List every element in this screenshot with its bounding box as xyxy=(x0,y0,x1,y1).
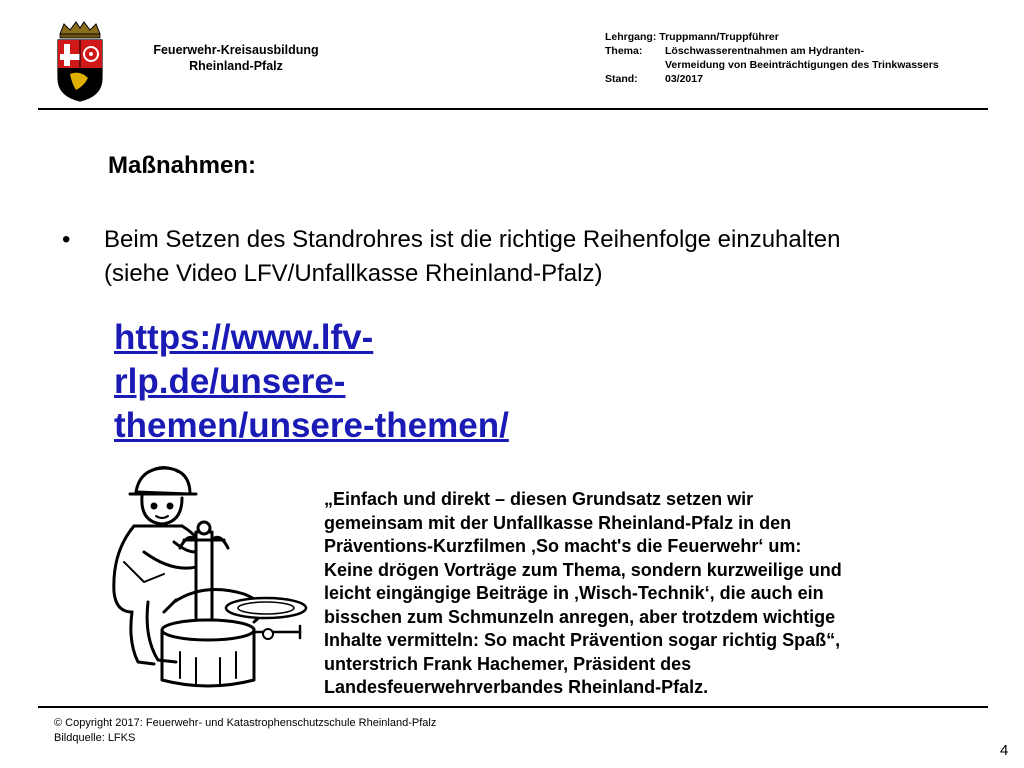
quote-line: Präventions-Kurzfilmen ‚So macht's die Feuerwehr‘ um: xyxy=(324,536,802,556)
quote-line: Keine drögen Vorträge zum Thema, sondern kurzweilige und xyxy=(324,559,842,580)
quote-line: gemeinsam mit der Unfallkasse Rheinland-Pfalz in den xyxy=(324,512,792,533)
course-info xyxy=(605,30,939,86)
firefighter-hydrant-illustration xyxy=(104,462,324,694)
video-link[interactable] xyxy=(114,316,614,448)
organization-name xyxy=(136,42,336,74)
quote-line: unterstrich Frank Hachemer, Präsident des xyxy=(324,653,692,674)
page-number: 4 xyxy=(1000,742,1009,759)
organization-name-line2: Rheinland-Pfalz xyxy=(189,59,283,73)
status-value: 03/2017 xyxy=(665,73,703,85)
section-heading: Maßnahmen: xyxy=(108,152,257,179)
image-source-text: Bildquelle: LFKS xyxy=(54,732,136,744)
quote-line: bisschen zum Schmunzeln anregen, aber trotzdem wichtige xyxy=(324,606,836,627)
footer xyxy=(54,716,436,746)
video-link-line2[interactable]: rlp.de/unsere- xyxy=(114,362,346,401)
topic-line2: Vermeidung von Beeinträchtigungen des Trinkwassers xyxy=(665,59,939,71)
bullet-text: Beim Setzen des Standrohres ist die richtige Reihenfolge einzuhalten (siehe Video LFV/Unfallkasse Rheinland-Pfalz) xyxy=(104,226,841,287)
quote-line: „Einfach und direkt – diesen Grundsatz setzen wir xyxy=(324,489,754,509)
coat-of-arms-icon xyxy=(54,20,106,102)
header-divider xyxy=(38,108,988,110)
video-link-line3[interactable]: themen/unsere-themen/ xyxy=(114,406,509,445)
quote-line: Inhalte vermitteln: So macht Prävention sogar richtig Spaß“, xyxy=(324,630,841,650)
quote-block xyxy=(324,488,924,700)
status-label: Stand: xyxy=(605,73,638,85)
footer-divider xyxy=(38,706,988,708)
course-label: Lehrgang: xyxy=(605,31,657,43)
video-link-line1[interactable]: https://www.lfv- xyxy=(114,318,374,357)
copyright-text: © Copyright 2017: Feuerwehr- und Katastrophenschutzschule Rheinland-Pfalz xyxy=(54,717,437,729)
topic-label: Thema: xyxy=(605,45,643,57)
topic-line1: Löschwasserentnahmen am Hydranten- xyxy=(665,45,864,57)
course-value: Truppmann/Truppführer xyxy=(659,31,779,43)
bullet-icon: • xyxy=(62,226,71,253)
organization-name-line1: Feuerwehr-Kreisausbildung xyxy=(153,43,319,57)
quote-line: Landesfeuerwehrverbandes Rheinland-Pfalz. xyxy=(324,677,709,697)
quote-line: leicht eingängige Beiträge in ‚Wisch-Technik‘, die auch ein xyxy=(324,583,824,603)
